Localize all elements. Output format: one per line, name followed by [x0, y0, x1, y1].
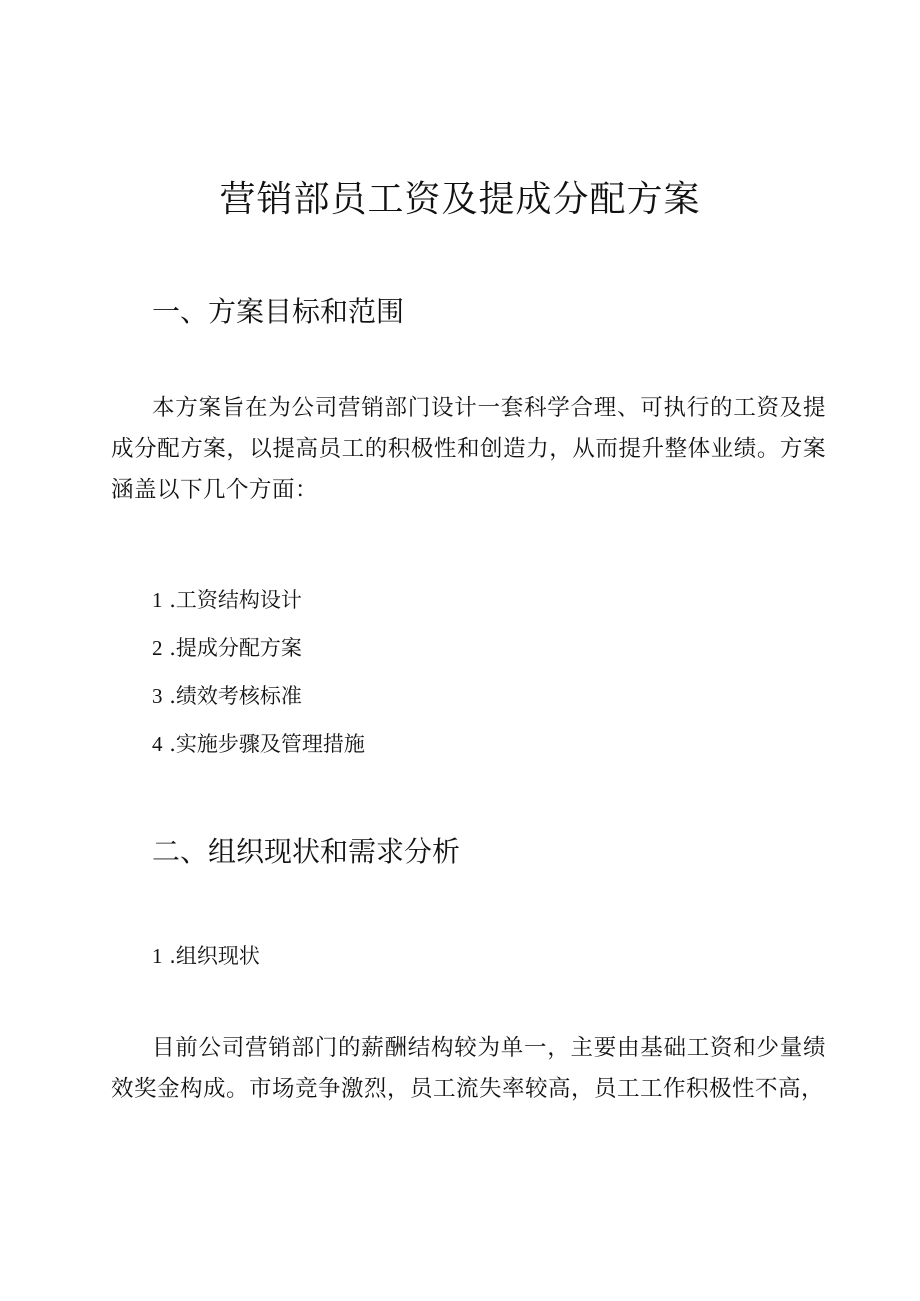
- list-item-number: 2: [152, 636, 163, 660]
- list-item-number: 3: [152, 684, 163, 708]
- section2-heading: 二、组织现状和需求分析: [152, 835, 461, 868]
- list-item-number: 1: [152, 588, 163, 612]
- list-item: [152, 676, 365, 724]
- scope-list: [152, 580, 365, 772]
- list-item: [152, 724, 365, 772]
- list-item: [152, 628, 365, 676]
- list-item-number: 4: [152, 732, 163, 756]
- list-item-text: .实施步骤及管理措施: [169, 732, 365, 756]
- subheading-number: 1: [152, 944, 163, 968]
- list-item-text: .提成分配方案: [169, 636, 302, 660]
- section2-subheading: [152, 940, 260, 972]
- document-title: 营销部员工资及提成分配方案: [219, 179, 701, 220]
- list-item-text: .绩效考核标准: [169, 684, 302, 708]
- subheading-text: .组织现状: [169, 944, 260, 968]
- section1-paragraph: 本方案旨在为公司营销部门设计一套科学合理、可执行的工资及提成分配方案，以提高员工的积极性和创造力，从而提升整体业绩。方案涵盖以下几个方面：: [111, 395, 826, 503]
- section2-paragraph: 目前公司营销部门的薪酬结构较为单一，主要由基础工资和少量绩效奖金构成。市场竞争激烈，员工流失率较高，员工工作积极性不高，: [111, 1035, 826, 1102]
- list-item: [152, 580, 365, 628]
- list-item-text: .工资结构设计: [169, 588, 302, 612]
- section1-heading: 一、方案目标和范围: [152, 295, 405, 328]
